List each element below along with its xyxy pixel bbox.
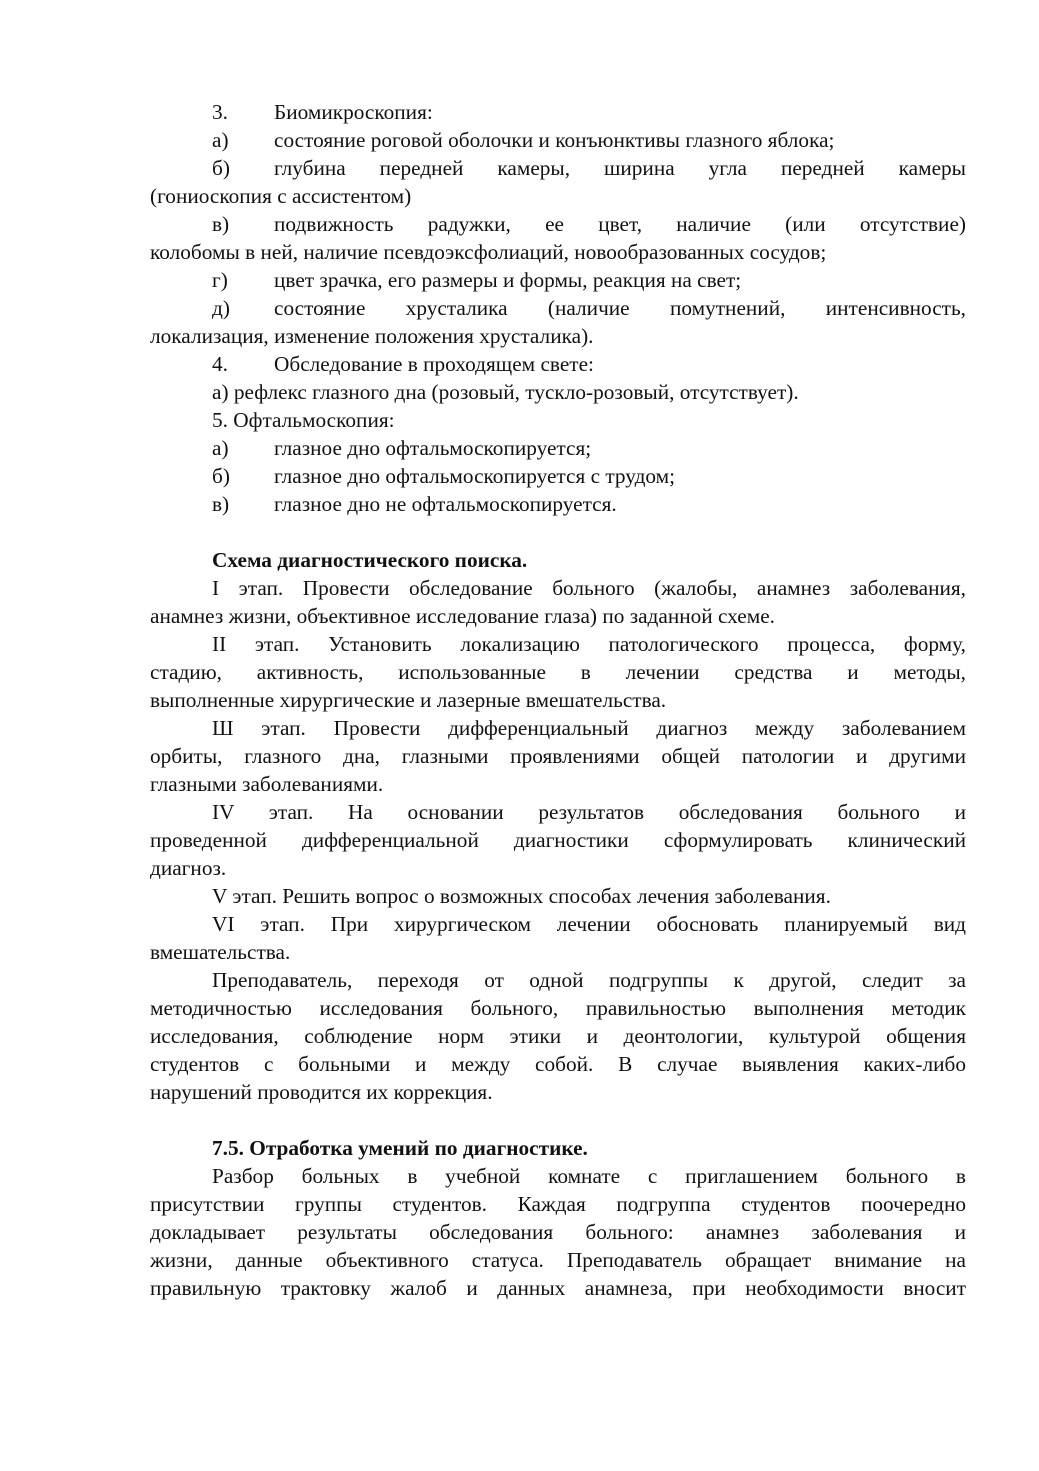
text-line: колобомы в ней, наличие псевдоэксфолиаций, новообразованных сосудов; xyxy=(150,240,827,264)
section-title: Обследование в проходящем свете: xyxy=(274,352,594,376)
list-text: цвет зрачка, его размеры и формы, реакция на свет; xyxy=(274,268,742,292)
paragraph-line: студентов с больными и между собой. В случае выявления каких-либо xyxy=(150,1052,966,1076)
list-marker: 3. xyxy=(212,100,228,124)
list-text: глазное дно не офтальмоскопируется. xyxy=(274,492,617,516)
spacer xyxy=(150,518,966,546)
list-text: подвижность радужки, ее цвет, наличие (или отсутствие) xyxy=(274,212,966,236)
section-heading: 7.5. Отработка умений по диагностике. xyxy=(212,1136,588,1160)
list-item xyxy=(150,434,966,462)
list-marker: б) xyxy=(212,464,230,488)
paragraph-line: V этап. Решить вопрос о возможных способах лечения заболевания. xyxy=(212,884,831,908)
paragraph-line: IV этап. На основании результатов обследования больного и xyxy=(212,800,966,824)
text-line: а) рефлекс глазного дна (розовый, тускло-розовый, отсутствует). xyxy=(212,380,799,404)
list-marker: в) xyxy=(212,212,230,236)
list-text: глазное дно офтальмоскопируется с трудом; xyxy=(274,464,676,488)
list-marker: а) xyxy=(212,436,229,460)
section-title: 5. Офтальмоскопия: xyxy=(212,408,395,432)
paragraph-line: Разбор больных в учебной комнате с приглашением больного в xyxy=(212,1164,966,1188)
list-text: состояние хрусталика (наличие помутнений, интенсивность, xyxy=(274,296,966,320)
paragraph-line: диагноз. xyxy=(150,856,227,880)
list-marker: 4. xyxy=(212,352,228,376)
list-marker: а) xyxy=(212,128,229,152)
paragraph-line: VI этап. При хирургическом лечении обосновать планируемый вид xyxy=(212,912,966,936)
list-text: глазное дно офтальмоскопируется; xyxy=(274,436,592,460)
paragraph-line: исследования, соблюдение норм этики и деонтологии, культурой общения xyxy=(150,1024,966,1048)
list-item xyxy=(150,294,966,322)
list-item xyxy=(150,210,966,238)
paragraph-line: методичностью исследования больного, правильностью выполнения методик xyxy=(150,996,966,1020)
text-line: локализация, изменение положения хрусталика). xyxy=(150,324,594,348)
paragraph-line: II этап. Установить локализацию патологического процесса, форму, xyxy=(212,632,966,656)
section-heading: Схема диагностического поиска. xyxy=(212,548,528,572)
list-item xyxy=(150,98,966,126)
paragraph-line: глазными заболеваниями. xyxy=(150,772,384,796)
list-item xyxy=(150,154,966,182)
paragraph-line: орбиты, глазного дна, глазными проявлениями общей патологии и другими xyxy=(150,744,966,768)
list-marker: в) xyxy=(212,492,230,516)
list-text: состояние роговой оболочки и конъюнктивы глазного яблока; xyxy=(274,128,835,152)
list-marker: б) xyxy=(212,156,230,180)
paragraph-line: стадию, активность, использованные в лечении средства и методы, xyxy=(150,660,966,684)
list-marker: д) xyxy=(212,296,230,320)
paragraph-line: выполненные хирургические и лазерные вмешательства. xyxy=(150,688,667,712)
paragraph-line: правильную трактовку жалоб и данных анамнеза, при необходимости вносит xyxy=(150,1276,966,1300)
list-text: глубина передней камеры, ширина угла передней камеры xyxy=(274,156,966,180)
list-item xyxy=(150,126,966,154)
paragraph-line: Преподаватель, переходя от одной подгруппы к другой, следит за xyxy=(212,968,966,992)
paragraph-line: проведенной дифференциальной диагностики сформулировать клинический xyxy=(150,828,966,852)
list-marker: г) xyxy=(212,268,228,292)
document-page xyxy=(150,98,966,1302)
section-title: Биомикроскопия: xyxy=(274,100,433,124)
paragraph-line: докладывает результаты обследования больного: анамнез заболевания и xyxy=(150,1220,966,1244)
list-item xyxy=(150,490,966,518)
spacer xyxy=(150,1106,966,1134)
paragraph-line: анамнез жизни, объективное исследование глаза) по заданной схеме. xyxy=(150,604,776,628)
paragraph-line: вмешательства. xyxy=(150,940,291,964)
text-line: (гониоскопия с ассистентом) xyxy=(150,184,412,208)
list-item xyxy=(150,462,966,490)
paragraph-line: нарушений проводится их коррекция. xyxy=(150,1080,493,1104)
paragraph-line: Ш этап. Провести дифференциальный диагноз между заболеванием xyxy=(212,716,966,740)
list-item xyxy=(150,350,966,378)
paragraph-line: присутствии группы студентов. Каждая подгруппа студентов поочередно xyxy=(150,1192,966,1216)
paragraph-line: I этап. Провести обследование больного (жалобы, анамнез заболевания, xyxy=(212,576,966,600)
list-item xyxy=(150,266,966,294)
paragraph-line: жизни, данные объективного статуса. Преподаватель обращает внимание на xyxy=(150,1248,966,1272)
